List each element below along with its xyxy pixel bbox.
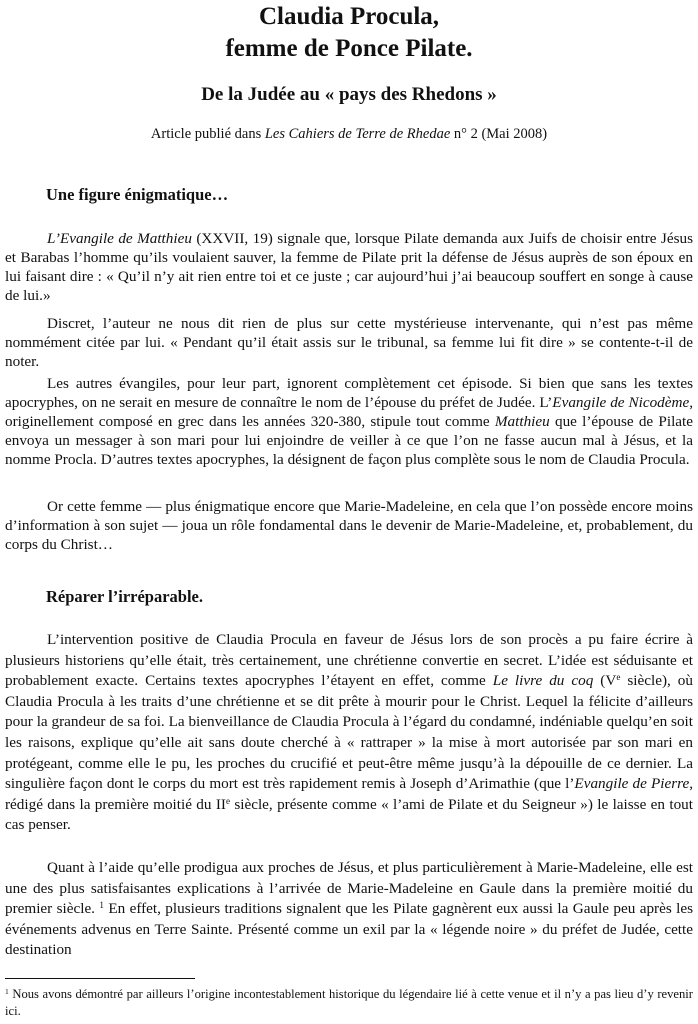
footnote-separator xyxy=(5,978,195,979)
title-line-1: Claudia Procula, xyxy=(258,3,440,30)
publication-suffix: n° 2 (Mai 2008) xyxy=(450,126,548,142)
italic-ref-matthieu: L’Evangile de Matthieu xyxy=(47,230,192,247)
paragraph-5-text-g: siècle, présente comme « l’ami de Pilate et du Seigneur ») le laisse en tout cas penser. xyxy=(5,795,693,834)
paragraph-5-text-c: (V xyxy=(593,672,617,690)
paragraph-6-text-a: Quant à l’aide qu’elle prodigua aux proches de Jésus, et plus particulièrement à Marie-Madeleine, elle est une des plus satisfaisantes explications à l’arrivée de Marie-Madeleine en Gaule dans la première moitié du premier siècle. xyxy=(5,859,693,918)
paragraph-3-text-a: Les autres évangiles, pour leur part, ignorent complètement cet épisode. Si bien que sans les textes apocryphes, on ne serait en mesure de connaître le nom de l’épouse du préfet de Judée. L’ xyxy=(5,375,693,412)
paragraph-5-text-a: L’intervention positive de Claudia Procula en faveur de Jésus lors de son procès a pu faire écrire à plusieurs historiens qu’elle était, très certainement, une chrétienne convertie en secret. L’idée est séduisante et probablement exacte. Certains textes apocryphes l’étayent en effet, comme xyxy=(5,631,693,690)
paragraph-3-text-e: que l’épouse de Pilate envoya un messager à son mari pour lui enjoindre de veiller à ce que l’on ne fasse aucun mal à Jésus, et la nomme Procla. D’autres textes apocryphes, la désignent de façon plus complète sous le nom de Claudia Procula. xyxy=(5,413,693,469)
footnote-number: 1 xyxy=(5,986,9,996)
footnote-reference[interactable]: 1 xyxy=(99,900,104,911)
paragraph-6 xyxy=(5,858,693,961)
publication-info xyxy=(0,124,698,144)
superscript-e: e xyxy=(616,672,621,683)
footnote-text: Nous avons démontré par ailleurs l’origine incontestablement historique du légendaire lié à cette venue et il n’y a pas lieu d’y revenir ici. xyxy=(5,987,693,1018)
italic-ref-matthieu-2: Matthieu xyxy=(494,413,550,431)
paragraph-3 xyxy=(5,374,693,469)
paragraph-5 xyxy=(5,630,693,836)
subtitle: De la Judée au « pays des Rhedons » xyxy=(201,84,497,105)
section-heading-1: Une figure énigmatique… xyxy=(46,185,229,204)
publication-journal: Les Cahiers de Terre de Rhedae xyxy=(264,126,451,142)
paragraph-4: Or cette femme — plus énigmatique encore que Marie-Madeleine, en cela que l’on possède encore moins d’information à son sujet — joua un rôle fondamental dans le devenir de Marie-Madeleine, et, probablement, du corps du Christ… xyxy=(5,498,693,554)
italic-ref-pierre: Evangile de Pierre xyxy=(574,775,690,793)
paragraph-5-text-f: , rédigé dans la première moitié du II xyxy=(5,775,693,813)
footnote xyxy=(5,986,693,1020)
title-line-2: femme de Ponce Pilate. xyxy=(225,35,473,62)
italic-ref-livre-du-coq: Le livre du coq xyxy=(492,672,594,690)
paragraph-5-text-d: siècle), où Claudia Procula à les traits d’une chrétienne et se dit prête à mourir pour le Christ. Lequel la félicite d’ailleurs pour la grandeur de sa foi. La bienveillance de Claudia Procula à l’égard du condamné, indéniable quelqu’en soit les raisons, explique qu’elle ait sans doute cherché à « rattraper » la mise à mort autorisée par son mari en protégeant, comme elle le pu, les proches du crucifié et peut-être même jusqu’à la dépouille de ce dernier. La singulière façon dont le corps du mort est très rapidement remis à Joseph d’Arimathie (que l’ xyxy=(5,672,693,793)
paragraph-1 xyxy=(5,229,693,305)
publication-prefix: Article publié dans xyxy=(150,126,265,142)
paragraph-2: Discret, l’auteur ne nous dit rien de plus sur cette mystérieuse intervenante, qui n’est pas même nommément citée par lui. « Pendant qu’il était assis sur le tribunal, sa femme lui fit dire » se contente-t-il de noter. xyxy=(5,315,693,371)
italic-ref-nicodeme: Evangile de Nicodème xyxy=(552,394,690,412)
section-heading-2: Réparer l’irréparable. xyxy=(46,587,204,606)
superscript-e-2: e xyxy=(225,795,230,806)
paragraph-3-text-c: , originellement composé en grec dans les années 320-380, stipule tout comme xyxy=(5,394,693,431)
paragraph-6-text-b: En effet, plusieurs traditions signalent que les Pilate gagnèrent eux aussi la Gaule peu après les événements advenus en Terre Sainte. Présenté comme un exil par la « légende noire » du préfet de Judée, cette destination xyxy=(5,900,693,959)
paragraph-1-text: (XXVII, 19) signale que, lorsque Pilate demanda aux Juifs de choisir entre Jésus et Barabas l’homme qu’ils voulaient sauver, la femme de Pilate prit la défense de Jésus auprès de son époux en lui faisant dire : « Qu’il n’y ait rien entre toi et ce juste ; car aujourd’hui j’ai beaucoup souffert en songe à cause de lui.» xyxy=(5,230,693,305)
